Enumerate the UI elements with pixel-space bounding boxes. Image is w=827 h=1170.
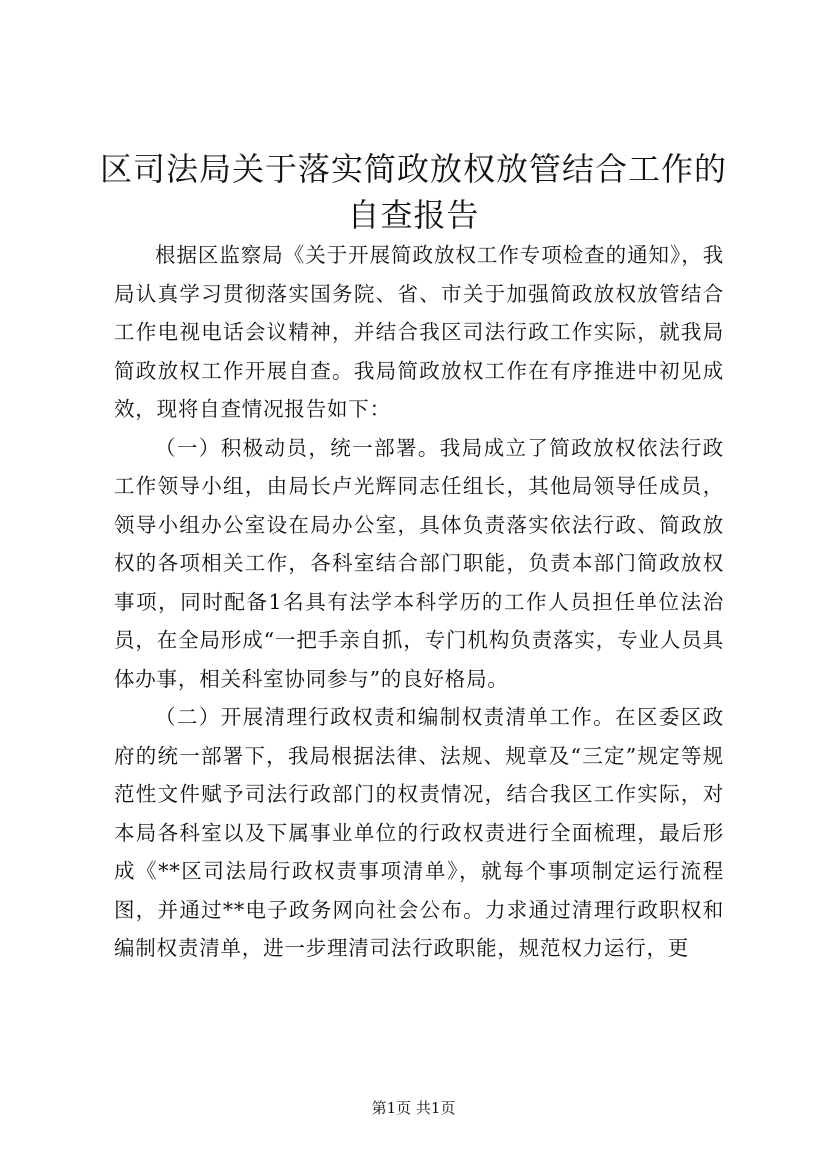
page-footer: 第1页 共1页 <box>371 1099 456 1117</box>
document-body <box>114 236 724 968</box>
paragraph-intro: 根据区监察局《关于开展简政放权工作专项检查的通知》，我局认真学习贯彻落实国务院、省、市关于加强简政放权放管结合工作电视电话会议精神，并结合我区司法行政工作实际，就我局简政放权工作开展自查。我局简政放权工作在有序推进中初见成效，现将自查情况报告如下： <box>114 243 724 421</box>
document-title: 区司法局关于落实简政放权放管结合工作的自查报告 <box>100 150 728 234</box>
paragraph-section-1: （一）积极动员，统一部署。我局成立了简政放权依法行政工作领导小组，由局长卢光辉同志任组长，其他局领导任成员，领导小组办公室设在局办公室，具体负责落实依法行政、简政放权的各项相关工作，各科室结合部门职能，负责本部门简政放权事项，同时配备1名具有法学本科学历的工作人员担任单位法治员，在全局形成“一把手亲自抓，专门机构负责落实，专业人员具体办事，相关科室协同参与”的良好格局。 <box>114 435 724 691</box>
paragraph-section-2: （二）开展清理行政权责和编制权责清单工作。在区委区政府的统一部署下，我局根据法律、法规、规章及“三定”规定等规范性文件赋予司法行政部门的权责情况，结合我区工作实际，对本局各科室以及下属事业单位的行政权责进行全面梳理，最后形成《**区司法局行政权责事项清单》，就每个事项制定运行流程图，并通过**电子政务网向社会公布。力求通过清理行政职权和编制权责清单，进一步理清司法行政职能，规范权力运行，更 <box>114 705 724 960</box>
